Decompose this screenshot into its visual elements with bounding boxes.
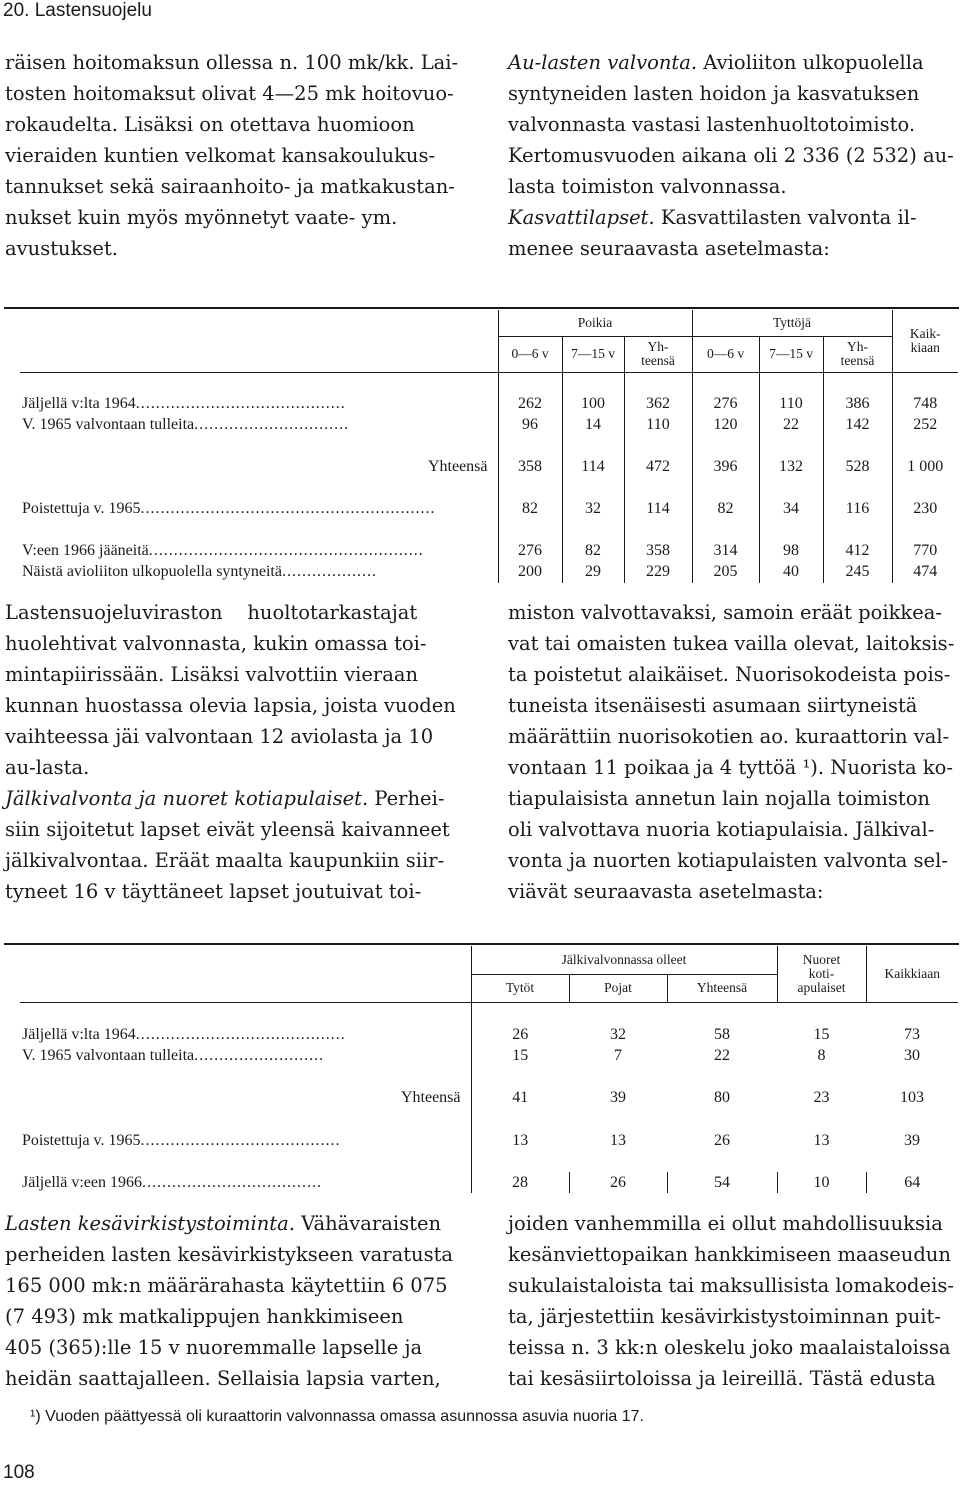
text-line: tosten hoitomaksut olivat 4—25 mk hoitovuo- xyxy=(5,82,454,105)
cell: 39 xyxy=(904,1131,920,1149)
cell: 30 xyxy=(904,1046,920,1064)
cell: 362 xyxy=(624,394,692,415)
text-column-mid-right xyxy=(508,597,958,907)
cell: 32 xyxy=(610,1025,626,1043)
text-line: ta poistetut alaikäiset. Nuorisokodeista pois- xyxy=(508,663,951,686)
footnote-text: Vuoden päättyessä oli kuraattorin valvonnassa omassa asunnossa asuvia nuoria 17. xyxy=(45,1408,644,1425)
text-line: siin sijoitetut lapset eivät yleensä kaivanneet xyxy=(5,818,450,841)
text-line: jälkivalvontaa. Eräät maalta kaupunkiin siir- xyxy=(5,849,445,872)
text-line: nukset kuin myös myönnetyt vaate- ym. xyxy=(5,206,398,229)
cell: 262 xyxy=(498,394,562,415)
cell: 22 xyxy=(759,415,823,436)
text-line: tuneista itsenäisesti asumaan siirtyneistä xyxy=(508,694,918,717)
text-line: vaihteessa jäi valvontaan 12 aviolasta ja 10 xyxy=(5,725,434,748)
cell: 14 xyxy=(562,415,624,436)
table-row xyxy=(20,541,958,562)
cell: 205 xyxy=(692,562,759,583)
header-total-all: Kaik- kiaan xyxy=(892,310,958,372)
row-label: V. 1965 valvontaan tulleita............................... xyxy=(20,415,498,436)
cell: 26 xyxy=(569,1172,667,1193)
cell: 15 xyxy=(512,1046,529,1064)
text-line: vieraiden kuntien velkomat kansakoulukus- xyxy=(5,144,436,167)
table-row xyxy=(20,394,958,415)
table-row xyxy=(20,562,958,583)
table-row xyxy=(20,499,958,520)
text-line: miston valvottavaksi, samoin eräät poikkea- xyxy=(508,601,942,624)
header-girls-7-15: 7—15 v xyxy=(759,336,823,372)
text-line: vat tai omaisten tukea vailla olevat, laitoksis- xyxy=(508,632,955,655)
header-boys-total: Yh- teensä xyxy=(641,339,675,368)
header-total: Yhteensä xyxy=(696,980,748,995)
cell: 114 xyxy=(562,457,624,478)
section-heading-jalkivalvonta: Jälkivalvonta ja nuoret kotiapulaiset. xyxy=(5,787,369,810)
cell: 110 xyxy=(624,415,692,436)
cell: 39 xyxy=(610,1088,626,1106)
cell: 230 xyxy=(913,500,938,517)
text-line: Avioliiton ulkopuolella xyxy=(697,51,924,74)
cell: 110 xyxy=(759,394,823,415)
footnote xyxy=(30,1408,644,1426)
text-line: sukulaistaloista tai maksullisista lomakodeis- xyxy=(508,1274,954,1297)
footnote-marker: ¹) xyxy=(30,1408,41,1425)
cell: 54 xyxy=(667,1172,777,1193)
table-row xyxy=(20,1130,958,1151)
cell: 64 xyxy=(904,1173,921,1191)
cell: 40 xyxy=(759,562,823,583)
cell: 103 xyxy=(900,1088,924,1106)
page-number: 108 xyxy=(3,1462,35,1483)
cell: 314 xyxy=(692,541,759,562)
cell: 276 xyxy=(692,394,759,415)
text-line: tannukset sekä sairaanhoito- ja matkakustan- xyxy=(5,175,455,198)
text-line: kunnan huostassa olevia lapsia, joista vuoden xyxy=(5,694,456,717)
cell: 8 xyxy=(817,1046,826,1064)
text-line: rokaudelta. Lisäksi on otettava huomioon xyxy=(5,113,415,136)
cell: 114 xyxy=(624,499,692,520)
text-line: heidän saattajalleen. Sellaisia lapsia varten, xyxy=(5,1367,441,1390)
text-line: joiden vanhemmilla ei ollut mahdollisuuksia xyxy=(508,1212,943,1235)
cell: 10 xyxy=(777,1172,866,1193)
text-column-mid-left xyxy=(5,597,458,907)
header-girls-0-6: 0—6 v xyxy=(692,336,759,372)
text-line: valvonnasta vastasi lastenhuoltotoimisto. xyxy=(508,113,916,136)
text-line: lasta toimiston valvonnassa. xyxy=(508,175,787,198)
row-label: V. 1965 valvontaan tulleita.......................... xyxy=(20,1045,471,1066)
text-line: kesänviettopaikan hankkimiseen maaseudun xyxy=(508,1243,951,1266)
running-header: 20. Lastensuojelu xyxy=(3,0,152,21)
text-line: oli valvottava nuoria kotiapulaisia. Jälkival- xyxy=(508,818,935,841)
cell: 80 xyxy=(714,1088,730,1106)
text-line: tyneet 16 v täyttäneet lapset joutuivat toi- xyxy=(5,880,422,903)
header-domestic-helpers: Nuoret koti- apulaiset xyxy=(777,946,866,1002)
cell: 358 xyxy=(498,457,562,478)
row-label: Jäljellä v:een 1966.................................... xyxy=(20,1172,471,1193)
cell: 82 xyxy=(562,541,624,562)
cell: 120 xyxy=(692,415,759,436)
text-line: vonta ja nuorten kotiapulaisten valvonta sel- xyxy=(508,849,948,872)
cell: 474 xyxy=(913,563,938,580)
cell: 100 xyxy=(562,394,624,415)
cell: 132 xyxy=(759,457,823,478)
section-heading-kesavirkistys: Lasten kesävirkistystoiminta. xyxy=(5,1212,295,1235)
cell: 748 xyxy=(913,395,938,412)
row-label: Poistettuja v. 1965........................................ xyxy=(20,1130,471,1151)
cell: 41 xyxy=(512,1088,529,1106)
table-row xyxy=(20,1024,958,1045)
header-total-all: Kaikkiaan xyxy=(866,946,958,1002)
text-line: 165 000 mk:n määrärahasta käytettiin 6 075 xyxy=(5,1274,448,1297)
cell: 26 xyxy=(512,1025,529,1043)
table-top-rule xyxy=(4,943,959,945)
text-line: viävät seuraavasta asetelmasta: xyxy=(508,880,824,903)
cell: 358 xyxy=(624,541,692,562)
text-line: määrättiin nuorisokotien ao. kuraattorin val- xyxy=(508,725,950,748)
text-line: tiapulaisista annetun lain nojalla toimiston xyxy=(508,787,930,810)
cell: 82 xyxy=(498,499,562,520)
table-row xyxy=(20,415,958,436)
row-label: Jäljellä v:lta 1964.......................................... xyxy=(20,1024,471,1045)
table-row xyxy=(20,1172,958,1193)
text-line: Lastensuojeluviraston huoltotarkastajat xyxy=(5,601,418,624)
cell: 23 xyxy=(813,1088,830,1106)
text-line: teissa n. 3 kk:n oleskelu joko maalaistaloissa xyxy=(508,1336,951,1359)
section-heading-au-lasten: Au-lasten valvonta. xyxy=(508,51,698,74)
cell: 770 xyxy=(913,542,938,559)
header-boys-0-6: 0—6 v xyxy=(498,336,562,372)
cell: 200 xyxy=(498,562,562,583)
text-line: tai kesäsiirtoloissa ja leireillä. Tästä edusta xyxy=(508,1367,936,1390)
foster-children-table xyxy=(20,310,958,583)
text-line: 405 (365):lle 15 v nuoremmalle lapselle ja xyxy=(5,1336,423,1359)
header-girls: Tytöt xyxy=(471,974,569,1002)
cell: 13 xyxy=(610,1131,626,1149)
text-column-bottom-right xyxy=(508,1208,958,1394)
row-label: Näistä avioliiton ulkopuolella syntyneitä................... xyxy=(20,562,498,583)
text-line: syntyneiden lasten hoidon ja kasvatuksen xyxy=(508,82,920,105)
cell: 142 xyxy=(823,415,892,436)
cell: 22 xyxy=(714,1046,730,1064)
header-girls: Tyttöjä xyxy=(692,310,892,336)
cell: 386 xyxy=(823,394,892,415)
header-girls-total: Yh- teensä xyxy=(840,339,875,368)
text-line: huolehtivat valvonnasta, kukin omassa toi- xyxy=(5,632,427,655)
cell: 7 xyxy=(614,1046,622,1064)
cell: 15 xyxy=(813,1025,830,1043)
header-boys-7-15: 7—15 v xyxy=(562,336,624,372)
cell: 528 xyxy=(823,457,892,478)
cell: 28 xyxy=(471,1172,569,1193)
text-line: räisen hoitomaksun ollessa n. 100 mk/kk. Lai- xyxy=(5,51,459,74)
text-line: avustukset. xyxy=(5,237,119,260)
cell: 13 xyxy=(512,1131,529,1149)
aftercare-table xyxy=(20,946,958,1193)
cell: 276 xyxy=(498,541,562,562)
cell: 73 xyxy=(904,1025,920,1043)
cell: 116 xyxy=(823,499,892,520)
row-label: Poistettuja v. 1965........................................................... xyxy=(20,499,498,520)
cell: 229 xyxy=(624,562,692,583)
text-line: Kertomusvuoden aikana oli 2 336 (2 532) au- xyxy=(508,144,954,167)
cell: 396 xyxy=(692,457,759,478)
cell: 472 xyxy=(624,457,692,478)
text-column-top-left xyxy=(5,47,458,264)
text-line: Kasvattilasten valvonta il- xyxy=(654,206,917,229)
cell: 34 xyxy=(759,499,823,520)
table-row-subtotal xyxy=(20,457,958,478)
cell: 58 xyxy=(714,1025,730,1043)
cell: 29 xyxy=(562,562,624,583)
text-line: vontaan 11 poikaa ja 4 tyttöä ¹). Nuorista ko- xyxy=(508,756,954,779)
header-boys: Pojat xyxy=(569,974,667,1002)
text-line: mintapiirissään. Lisäksi valvottiin vieraan xyxy=(5,663,419,686)
cell: 412 xyxy=(823,541,892,562)
section-heading-kasvattilapset: Kasvattilapset. xyxy=(508,206,655,229)
table-row xyxy=(20,1045,958,1066)
cell: 32 xyxy=(562,499,624,520)
text-line: (7 493) mk matkalippujen hankkimiseen xyxy=(5,1305,404,1328)
text-line: perheiden lasten kesävirkistykseen varatusta xyxy=(5,1243,454,1266)
table-row-subtotal xyxy=(20,1087,958,1108)
text-column-bottom-left xyxy=(5,1208,458,1394)
text-line: ta, järjestettiin kesävirkistystoiminnan puit- xyxy=(508,1305,941,1328)
cell: 252 xyxy=(913,416,938,433)
cell: 82 xyxy=(692,499,759,520)
row-label: Yhteensä xyxy=(20,457,498,478)
text-line: Perhei- xyxy=(368,787,445,810)
cell: 96 xyxy=(498,415,562,436)
header-aftercare: Jälkivalvonnassa olleet xyxy=(471,946,777,974)
cell: 13 xyxy=(813,1131,830,1149)
header-boys: Poikia xyxy=(498,310,692,336)
cell: 1 000 xyxy=(907,458,944,475)
row-label: Jäljellä v:lta 1964.......................................... xyxy=(20,394,498,415)
text-line: menee seuraavasta asetelmasta: xyxy=(508,237,830,260)
text-line: au-lasta. xyxy=(5,756,90,779)
row-label: Yhteensä xyxy=(20,1087,471,1108)
text-column-top-right xyxy=(508,47,958,264)
row-label: V:een 1966 jääneitä....................................................... xyxy=(20,541,498,562)
table-top-rule xyxy=(4,307,959,309)
text-line: Vähävaraisten xyxy=(294,1212,442,1235)
cell: 245 xyxy=(823,562,892,583)
cell: 98 xyxy=(759,541,823,562)
cell: 26 xyxy=(714,1131,730,1149)
